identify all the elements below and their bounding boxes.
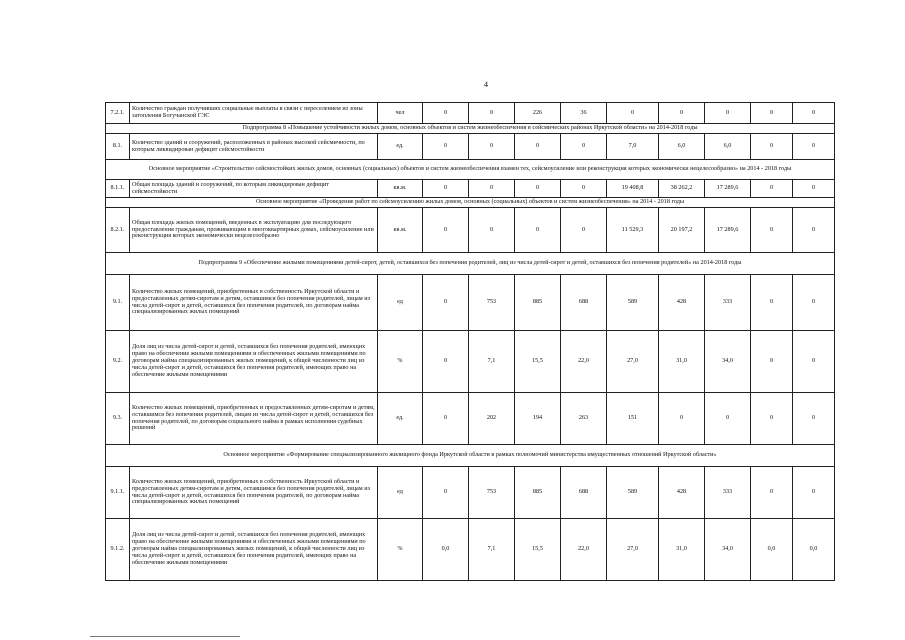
value-cell: 0 bbox=[561, 134, 607, 160]
table-row bbox=[106, 103, 835, 124]
value-cell: 428 bbox=[659, 467, 705, 519]
table-row bbox=[106, 180, 835, 198]
indicator-description: Общая площадь жилых помещений, введенных в эксплуатацию для последующего предоставления гражданам, проживающим в многоквартирных домах, сейсмоусиление или реконструкция которых экономически нецелесообразно bbox=[130, 208, 378, 253]
section-header-row bbox=[106, 445, 835, 467]
value-cell: 0 bbox=[515, 180, 561, 198]
value-cell: 0 bbox=[751, 134, 793, 160]
unit-cell: ед. bbox=[378, 393, 423, 445]
value-cell: 0 bbox=[793, 180, 835, 198]
section-title: Основное мероприятие «Формирование специализированного жилищного фонда Иркутской области в рамках полномочий министерства имущественных отношений Иркутской области» bbox=[106, 445, 835, 467]
section-title: Подпрограмма 8 «Повышение устойчивости жилых домов, основных объектов и систем жизнеобеспечения в сейсмических районах Иркутской области» на 2014-2018 годы bbox=[106, 124, 835, 134]
section-header-row bbox=[106, 124, 835, 134]
value-cell: 226 bbox=[515, 103, 561, 124]
value-cell: 0,0 bbox=[793, 519, 835, 581]
unit-cell: ед bbox=[378, 275, 423, 331]
value-cell: 0 bbox=[793, 134, 835, 160]
value-cell: 34,0 bbox=[705, 331, 751, 393]
value-cell: 7,1 bbox=[469, 331, 515, 393]
row-number: 8.1. bbox=[106, 134, 130, 160]
row-number: 8.1.1. bbox=[106, 180, 130, 198]
value-cell: 194 bbox=[515, 393, 561, 445]
section-header-row bbox=[106, 253, 835, 275]
value-cell: 15,5 bbox=[515, 331, 561, 393]
value-cell: 38 262,2 bbox=[659, 180, 705, 198]
row-number: 7.2.1. bbox=[106, 103, 130, 124]
section-title: Основное мероприятие «Проведение работ по сейсмоусилению жилых домов, основных (социальных) объектов и систем жизнеобеспечения» на 2014 - 2018 годы bbox=[106, 198, 835, 208]
value-cell: 0 bbox=[423, 208, 469, 253]
value-cell: 27,0 bbox=[607, 331, 659, 393]
value-cell: 0 bbox=[751, 467, 793, 519]
value-cell: 0 bbox=[423, 393, 469, 445]
value-cell: 22,0 bbox=[561, 331, 607, 393]
value-cell: 0 bbox=[751, 180, 793, 198]
value-cell: 0 bbox=[751, 208, 793, 253]
value-cell: 885 bbox=[515, 275, 561, 331]
table-row bbox=[106, 331, 835, 393]
section-header-row bbox=[106, 198, 835, 208]
table-row bbox=[106, 519, 835, 581]
value-cell: 0 bbox=[751, 393, 793, 445]
value-cell: 0 bbox=[423, 331, 469, 393]
value-cell: 11 529,3 bbox=[607, 208, 659, 253]
row-number: 9.3. bbox=[106, 393, 130, 445]
value-cell: 17 289,6 bbox=[705, 180, 751, 198]
value-cell: 0 bbox=[561, 208, 607, 253]
value-cell: 0 bbox=[515, 208, 561, 253]
value-cell: 0 bbox=[423, 180, 469, 198]
table-row bbox=[106, 275, 835, 331]
unit-cell: ед bbox=[378, 467, 423, 519]
value-cell: 31,0 bbox=[659, 519, 705, 581]
value-cell: 34,0 bbox=[705, 519, 751, 581]
value-cell: 0 bbox=[659, 103, 705, 124]
table-row bbox=[106, 467, 835, 519]
unit-cell: чел bbox=[378, 103, 423, 124]
indicator-description: Количество зданий и сооружений, расположенных в районах высокой сейсмичности, по которым ликвидирован дефицит сейсмостойкости bbox=[130, 134, 378, 160]
value-cell: 333 bbox=[705, 275, 751, 331]
value-cell: 0 bbox=[793, 331, 835, 393]
table-body bbox=[106, 103, 835, 581]
value-cell: 0 bbox=[423, 134, 469, 160]
value-cell: 0,0 bbox=[423, 519, 469, 581]
value-cell: 0 bbox=[423, 467, 469, 519]
value-cell: 0 bbox=[793, 103, 835, 124]
value-cell: 0 bbox=[751, 331, 793, 393]
indicator-description: Количество жилых помещений, приобретенных в собственность Иркутской области и предоставленных детям-сиротам и детям, оставшимся без попечения родителей, лицам из числа детей-сирот и детей, оставшихся без попечения родителей, по договорам найма специализированных жилых помещений bbox=[130, 275, 378, 331]
value-cell: 0 bbox=[469, 180, 515, 198]
unit-cell: ед. bbox=[378, 134, 423, 160]
value-cell: 0 bbox=[705, 103, 751, 124]
section-header-row bbox=[106, 160, 835, 180]
value-cell: 0 bbox=[607, 103, 659, 124]
section-title: Подпрограмма 9 «Обеспечение жилыми помещениями детей-сирот, детей, оставшихся без попечения родителей, лиц из числа детей-сирот и детей, оставшихся без попечения родителей» на 2014-2018 годы bbox=[106, 253, 835, 275]
value-cell: 885 bbox=[515, 467, 561, 519]
value-cell: 0 bbox=[423, 103, 469, 124]
row-number: 9.1. bbox=[106, 275, 130, 331]
value-cell: 589 bbox=[607, 275, 659, 331]
value-cell: 0 bbox=[751, 275, 793, 331]
value-cell: 0 bbox=[793, 467, 835, 519]
value-cell: 688 bbox=[561, 467, 607, 519]
table-row bbox=[106, 208, 835, 253]
value-cell: 688 bbox=[561, 275, 607, 331]
row-number: 9.1.1. bbox=[106, 467, 130, 519]
value-cell: 428 bbox=[659, 275, 705, 331]
value-cell: 0,0 bbox=[751, 519, 793, 581]
value-cell: 19 408,8 bbox=[607, 180, 659, 198]
indicator-description: Количество жилых помещений, приобретенных и предоставленных детям-сиротам и детям, оставшимся без попечения родителей, лицам из числа детей-сирот и детей, оставшихся без попечения родителей, по договорам социального найма в рамках исполнения судебных решений bbox=[130, 393, 378, 445]
value-cell: 36 bbox=[561, 103, 607, 124]
unit-cell: % bbox=[378, 331, 423, 393]
value-cell: 17 289,6 bbox=[705, 208, 751, 253]
value-cell: 0 bbox=[561, 180, 607, 198]
indicator-description: Доля лиц из числа детей-сирот и детей, оставшихся без попечения родителей, имеющих право на обеспечение жилыми помещениями и обеспеченных жилыми помещениями по договорам найма специализированных жилых помещений, к общей численности лиц из числа детей-сирот и детей, оставшихся без попечения родителей, имеющих право на обеспечение жилыми помещениями bbox=[130, 519, 378, 581]
value-cell: 0 bbox=[793, 393, 835, 445]
value-cell: 0 bbox=[469, 103, 515, 124]
value-cell: 333 bbox=[705, 467, 751, 519]
value-cell: 0 bbox=[705, 393, 751, 445]
indicator-description: Общая площадь зданий и сооружений, по которым ликвидирован дефицит сейсмостойкости bbox=[130, 180, 378, 198]
value-cell: 0 bbox=[659, 393, 705, 445]
value-cell: 0 bbox=[751, 103, 793, 124]
table-row bbox=[106, 134, 835, 160]
unit-cell: % bbox=[378, 519, 423, 581]
value-cell: 31,0 bbox=[659, 331, 705, 393]
value-cell: 0 bbox=[793, 275, 835, 331]
indicators-table bbox=[105, 102, 835, 581]
value-cell: 589 bbox=[607, 467, 659, 519]
value-cell: 6,0 bbox=[659, 134, 705, 160]
value-cell: 151 bbox=[607, 393, 659, 445]
value-cell: 22,0 bbox=[561, 519, 607, 581]
value-cell: 0 bbox=[469, 134, 515, 160]
value-cell: 202 bbox=[469, 393, 515, 445]
value-cell: 7,0 bbox=[607, 134, 659, 160]
value-cell: 753 bbox=[469, 467, 515, 519]
row-number: 8.2.1. bbox=[106, 208, 130, 253]
value-cell: 7,1 bbox=[469, 519, 515, 581]
page-number: 4 bbox=[484, 80, 488, 89]
value-cell: 15,5 bbox=[515, 519, 561, 581]
value-cell: 0 bbox=[423, 275, 469, 331]
unit-cell: кв.м. bbox=[378, 180, 423, 198]
value-cell: 263 bbox=[561, 393, 607, 445]
indicator-description: Количество граждан получивших социальные выплаты в связи с переселением из зоны затопления Богучанской ГЭС bbox=[130, 103, 378, 124]
value-cell: 20 197,2 bbox=[659, 208, 705, 253]
row-number: 9.2. bbox=[106, 331, 130, 393]
indicator-description: Количество жилых помещений, приобретенных в собственность Иркутской области и предоставленных детям-сиротам и детям, оставшимся без попечения родителей, лицам из числа детей-сирот и детей, оставшихся без попечения родителей, по договорам найма специализированных жилых помещений bbox=[130, 467, 378, 519]
row-number: 9.1.2. bbox=[106, 519, 130, 581]
value-cell: 0 bbox=[515, 134, 561, 160]
indicator-description: Доля лиц из числа детей-сирот и детей, оставшихся без попечения родителей, имеющих право на обеспечение жилыми помещениями и обеспеченных жилыми помещениями по договорам найма специализированных жилых помещений, к общей численности лиц из числа детей-сирот и детей, оставшихся без попечения родителей, имеющих право на обеспечение жилыми помещениями bbox=[130, 331, 378, 393]
unit-cell: кв.м. bbox=[378, 208, 423, 253]
scan-artifact-line bbox=[90, 636, 240, 637]
value-cell: 27,0 bbox=[607, 519, 659, 581]
value-cell: 0 bbox=[469, 208, 515, 253]
value-cell: 753 bbox=[469, 275, 515, 331]
section-title: Основное мероприятие «Строительство сейсмостойких жилых домов, основных (социальных) объектов и систем жизнеобеспечения взамен тех, сейсмоусиление или реконструкция которых экономически нецелесообразно» на 2014 - 2018 годы bbox=[106, 160, 835, 180]
value-cell: 6,0 bbox=[705, 134, 751, 160]
value-cell: 0 bbox=[793, 208, 835, 253]
table-row bbox=[106, 393, 835, 445]
